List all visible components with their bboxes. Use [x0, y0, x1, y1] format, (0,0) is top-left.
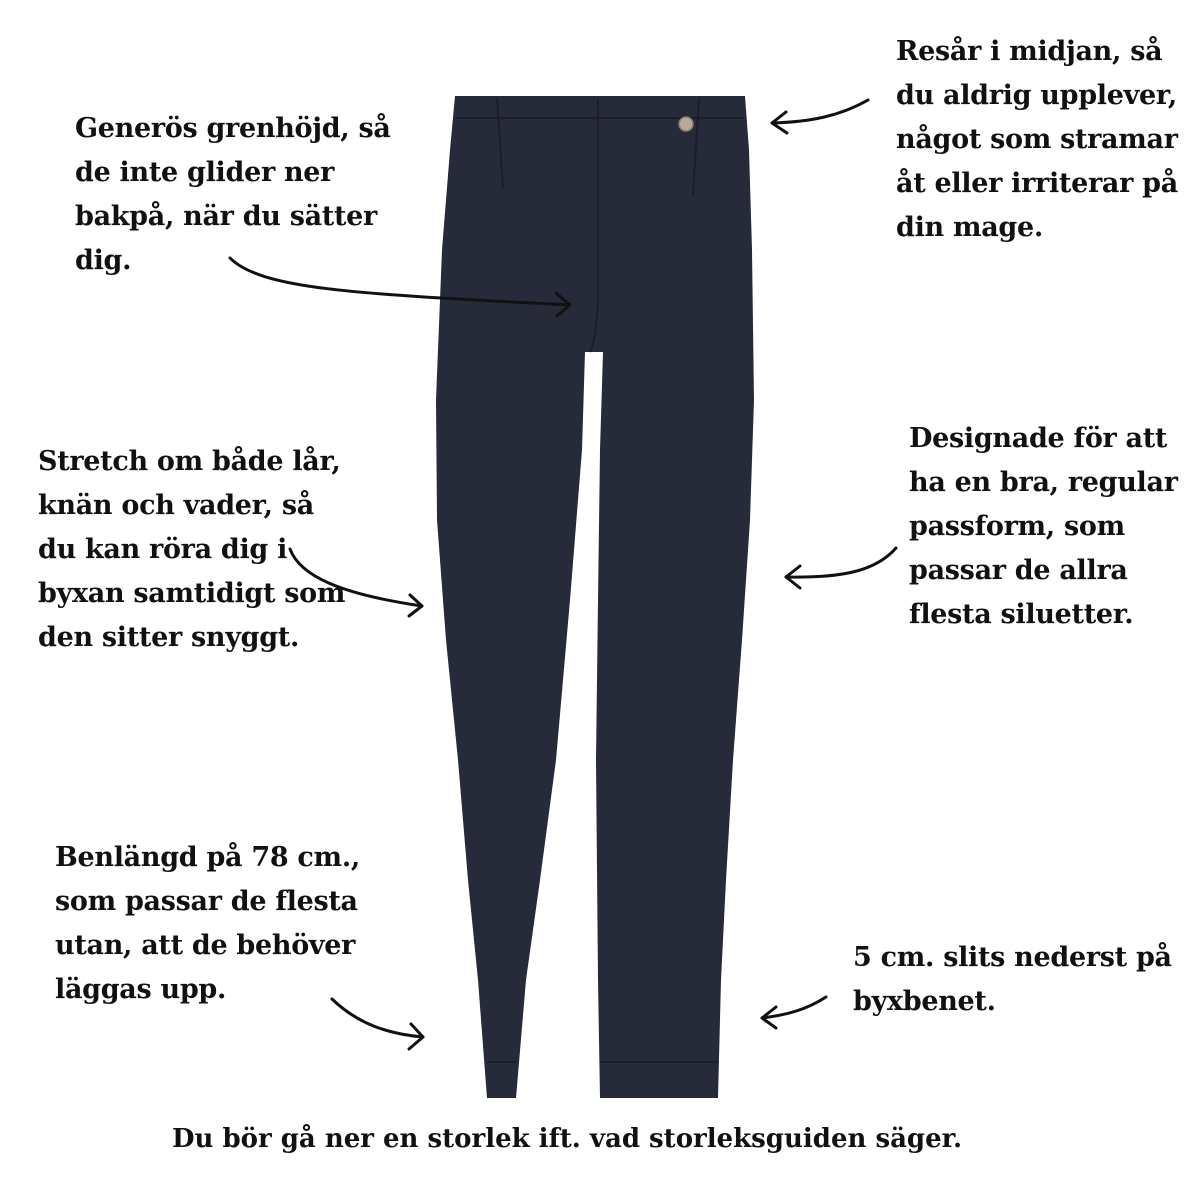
callout-rise [75, 107, 391, 283]
callout-fit [909, 417, 1178, 637]
callout-line: den sitter snyggt. [38, 622, 300, 653]
callout-line: åt eller irriterar på [896, 168, 1178, 199]
callout-line: knän och vader, så [38, 490, 314, 521]
callout-line: flesta siluetter. [909, 599, 1134, 630]
callout-line: dig. [75, 245, 132, 276]
callout-line: de inte glider ner [75, 157, 335, 188]
callout-line: passform, som [909, 511, 1125, 542]
trousers-shape [436, 96, 754, 1098]
arrow-slit [762, 997, 826, 1028]
callout-line: utan, att de behöver [55, 930, 356, 961]
size-advice-note: Du bör gå ner en storlek ift. vad storleksguiden säger. [171, 1124, 963, 1154]
callout-line: passar de allra [909, 555, 1128, 586]
button-icon [679, 117, 693, 131]
callout-line: byxan samtidigt som [38, 578, 346, 609]
callout-line: Designade för att [909, 423, 1168, 454]
callout-waist [896, 30, 1178, 250]
callout-line: som passar de flesta [55, 886, 358, 917]
callout-line: din mage. [896, 212, 1043, 243]
trousers-image [436, 96, 754, 1098]
callout-line: något som stramar [896, 124, 1178, 155]
callout-line: byxbenet. [853, 986, 996, 1017]
callout-line: Generös grenhöjd, så [75, 113, 391, 144]
callout-line: läggas upp. [55, 974, 227, 1005]
callout-slit [853, 936, 1172, 1024]
arrow-fit [786, 548, 896, 588]
callout-line: du aldrig upplever, [896, 80, 1177, 111]
callout-line: bakpå, när du sätter [75, 201, 377, 232]
callout-line: du kan röra dig i [38, 534, 288, 565]
callout-stretch [38, 440, 345, 660]
callout-line: Stretch om både lår, [38, 446, 341, 477]
callout-line: Resår i midjan, så [896, 36, 1163, 67]
arrow-waist [772, 100, 868, 133]
callout-line: 5 cm. slits nederst på [853, 942, 1172, 973]
callout-length [55, 836, 360, 1012]
callout-line: ha en bra, regular [909, 467, 1178, 498]
callout-line: Benlängd på 78 cm., [55, 842, 361, 873]
